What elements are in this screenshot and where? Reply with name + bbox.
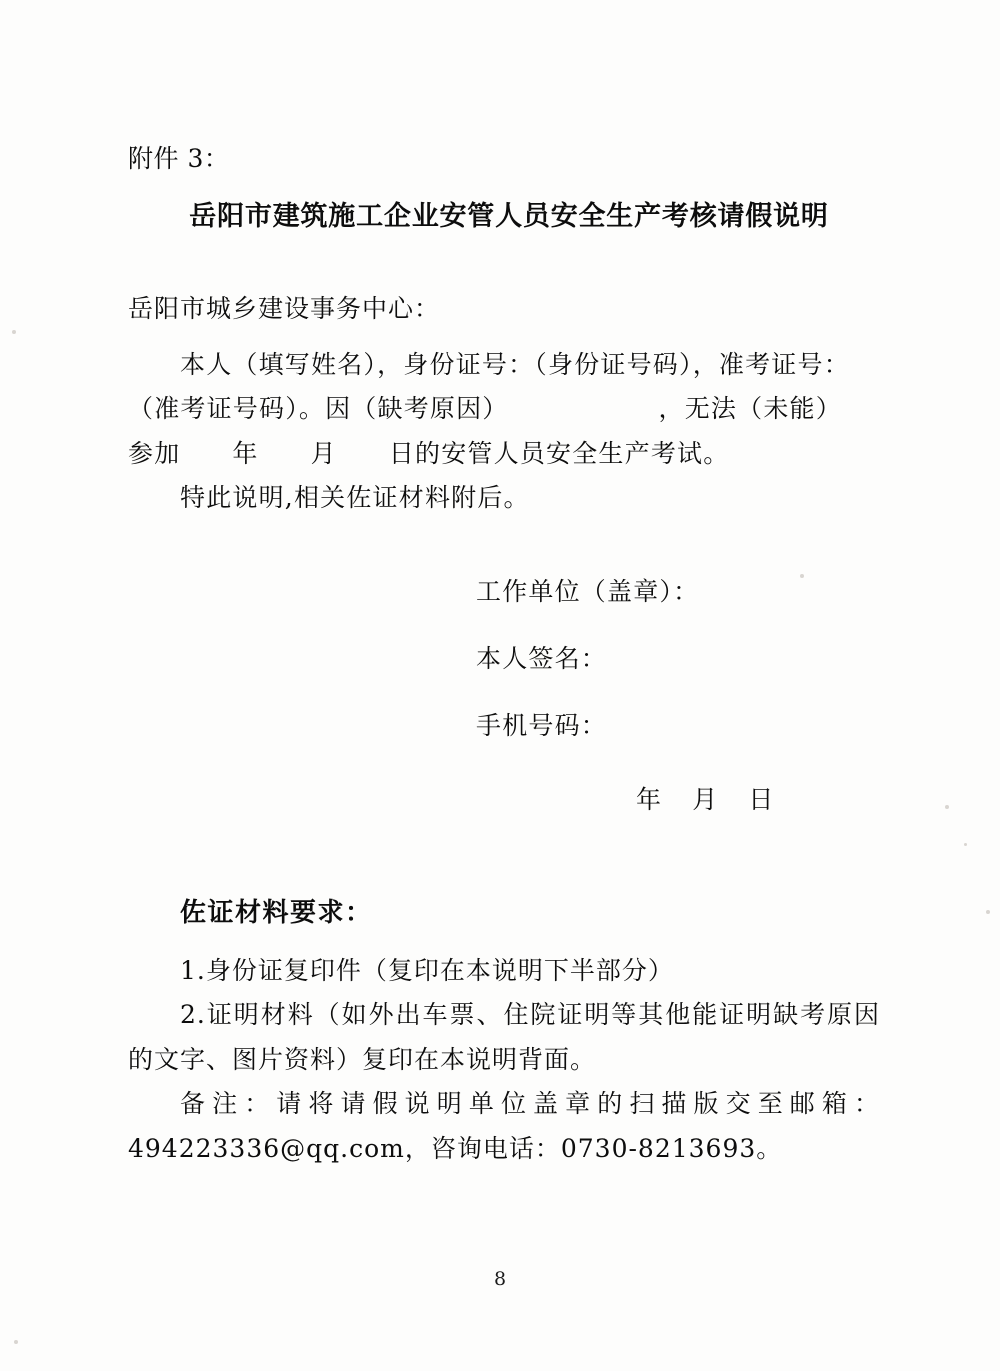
addressee-line: 岳阳市城乡建设事务中心： <box>128 293 441 323</box>
date-month-label: 月 <box>692 784 719 814</box>
scan-speck <box>986 910 990 914</box>
body-paragraph-1 <box>128 343 880 388</box>
requirement-item-2: 2.证明材料（如外出车票、住院证明等其他能证明缺考原因的文字、图片资料）复印在本说明背面。 <box>128 1000 880 1074</box>
personal-signature-line: 本人签名： <box>476 643 608 673</box>
body-text-month: 月 <box>310 438 337 468</box>
body-text-segment-5: 日的安管人员安全生产考试。 <box>388 438 730 468</box>
phone-number-line: 手机号码： <box>476 710 608 740</box>
signature-block <box>128 576 880 740</box>
body-text-segment-2: （准考证号码）。因（缺考原因） <box>128 394 509 423</box>
signature-date-line <box>128 780 880 816</box>
requirement-item-1: 1.身份证复印件（复印在本说明下半部分） <box>180 955 674 985</box>
body-text-segment-3: ，无法（未能） <box>658 394 842 423</box>
scan-speck <box>12 330 16 334</box>
requirement-item-3: 备注：请将请假说明单位盖章的扫描版交至邮箱：494223336@qq.com，咨询电话：0730-8213693。 <box>128 1089 880 1163</box>
body-paragraph-4 <box>128 476 880 521</box>
body-paragraph-2 <box>128 387 880 432</box>
body-text-year: 年 <box>232 438 259 468</box>
work-unit-line: 工作单位（盖章）： <box>476 576 700 606</box>
date-year-label: 年 <box>636 784 663 814</box>
page-number: 8 <box>493 1268 507 1290</box>
body-text-segment-4: 参加 <box>128 438 181 468</box>
body-text-segment-6: 特此说明,相关佐证材料附后。 <box>180 483 530 512</box>
scan-speck <box>945 805 949 809</box>
scan-speck <box>964 843 967 846</box>
document-body <box>128 140 880 1171</box>
attachment-label: 附件 3： <box>128 144 230 173</box>
scan-speck <box>14 1340 18 1344</box>
page-title: 岳阳市建筑施工企业安管人员安全生产考核请假说明 <box>189 200 829 232</box>
body-text-segment-1: 本人（填写姓名），身份证号：（身份证号码），准考证号： <box>180 349 850 379</box>
date-day-label: 日 <box>748 784 775 814</box>
requirements-heading: 佐证材料要求： <box>180 897 373 928</box>
body-paragraph-3 <box>128 432 880 477</box>
